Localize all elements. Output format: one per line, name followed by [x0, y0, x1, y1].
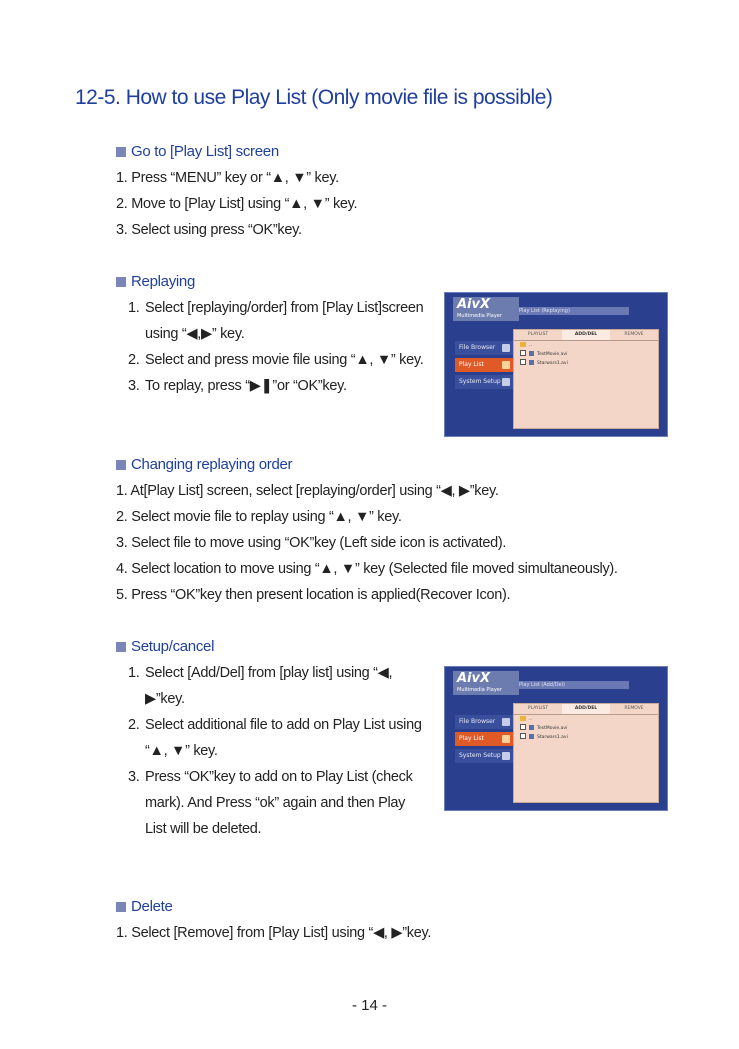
list-icon [502, 735, 510, 743]
playlist-panel [513, 329, 659, 429]
checkbox-icon [520, 359, 526, 365]
gear-icon [502, 752, 510, 760]
section-heading: Changing replaying order [131, 456, 293, 473]
side-menu [455, 341, 513, 392]
add-del-screenshot [444, 666, 668, 811]
tab-playlist: PLAYLIST [527, 706, 549, 711]
playlist-screenshot [444, 292, 668, 437]
tab-remove: REMOVE [624, 332, 644, 337]
section-go-to-playlist [116, 142, 357, 243]
menu-item-file-browser: File Browser [455, 341, 513, 355]
tab-add-del: ADD/DEL [562, 330, 610, 340]
movie-icon [529, 351, 534, 356]
menu-item-play-list: Play List [455, 358, 513, 372]
add-del-panel [513, 703, 659, 803]
section-heading: Delete [131, 898, 173, 915]
bullet-icon [116, 277, 126, 287]
list-item: 2. Select and press movie file using “▲, ▼” key. [128, 352, 424, 368]
section-delete [116, 897, 431, 946]
checkbox-icon [520, 733, 526, 739]
list-item: 3. Press “OK”key to add on to Play List (check mark). And Press “ok” again and then Play List will be deleted. [128, 769, 413, 837]
bullet-icon [116, 147, 126, 157]
list-item: 3. To replay, press “▶❚”or “OK”key. [128, 378, 347, 394]
folder-icon [502, 718, 510, 726]
list-item: .. [514, 341, 658, 350]
list-item: .. [514, 715, 658, 724]
section-heading: Go to [Play List] screen [131, 143, 279, 160]
divx-logo: AivX Multimedia Player [453, 297, 519, 321]
side-menu [455, 715, 513, 766]
list-item: Starwars1.avi [514, 359, 658, 368]
list-item: 3. Select file to move using “OK”key (Left side icon is activated). [116, 535, 507, 551]
page-title: 12-5. How to use Play List (Only movie file is possible) [75, 86, 553, 109]
gear-icon [502, 378, 510, 386]
folder-icon [520, 342, 526, 347]
list-item: 3. Select using press “OK”key. [116, 222, 302, 238]
page-number: - 14 - [351, 997, 387, 1014]
list-item: TestMovie.avi [514, 724, 658, 733]
screen-path: Play List (Add/Del) [515, 681, 629, 689]
tab-playlist: PLAYLIST [527, 332, 549, 337]
section-replaying [116, 272, 426, 399]
movie-icon [529, 734, 534, 739]
list-item: 2. Select movie file to replay using “▲, ▼” key. [116, 509, 402, 525]
divx-logo: AivX Multimedia Player [453, 671, 519, 695]
menu-item-play-list: Play List [455, 732, 513, 746]
list-item: 1. At[Play List] screen, select [replaying/order] using “◀, ▶”key. [116, 483, 499, 499]
list-item: 5. Press “OK”key then present location is applied(Recover Icon). [116, 587, 511, 603]
bullet-icon [116, 642, 126, 652]
section-heading: Replaying [131, 273, 196, 290]
list-item: 1. Select [Remove] from [Play List] using “◀, ▶”key. [116, 925, 432, 941]
menu-item-system-setup: System Setup [455, 375, 513, 389]
section-setup-cancel [116, 637, 426, 842]
movie-icon [529, 360, 534, 365]
list-item: 2. Move to [Play List] using “▲, ▼” key. [116, 196, 358, 212]
list-icon [502, 361, 510, 369]
list-item: TestMovie.avi [514, 350, 658, 359]
list-item: 2. Select additional file to add on Play List using “▲, ▼” key. [128, 717, 422, 759]
checkbox-icon [520, 724, 526, 730]
list-item: 1. Press “MENU” key or “▲, ▼” key. [116, 170, 339, 186]
folder-icon [520, 716, 526, 721]
section-heading: Setup/cancel [131, 638, 215, 655]
list-item: 1. Select [replaying/order] from [Play List]screen using “◀,▶” key. [128, 300, 424, 342]
checkbox-icon [520, 350, 526, 356]
bullet-icon [116, 902, 126, 912]
folder-icon [502, 344, 510, 352]
tab-remove: REMOVE [624, 706, 644, 711]
menu-item-file-browser: File Browser [455, 715, 513, 729]
list-item: Starwars1.avi [514, 733, 658, 742]
section-changing-order [116, 455, 618, 608]
bullet-icon [116, 460, 126, 470]
tab-add-del: ADD/DEL [562, 704, 610, 714]
movie-icon [529, 725, 534, 730]
screen-path: Play List (Replaying) [515, 307, 629, 315]
list-item: 1. Select [Add/Del] from [play list] using “◀, ▶”key. [128, 665, 393, 707]
list-item: 4. Select location to move using “▲, ▼” key (Selected file moved simultaneously). [116, 561, 618, 577]
menu-item-system-setup: System Setup [455, 749, 513, 763]
